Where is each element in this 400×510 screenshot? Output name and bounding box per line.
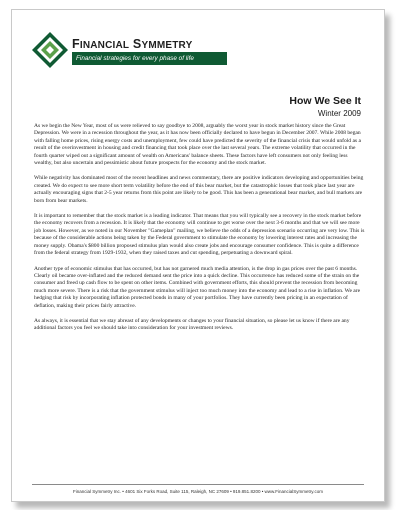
brand-name: FINANCIAL SYMMETRY [72,37,193,51]
footer-contact: Financial Symmetry Inc. • 4601 Six Forks Road, Suite 115, Raleigh, NC 27609 • 919.851.8200 • www.FinancialSymmetry.com [73,489,323,494]
document-body [34,123,366,341]
tagline: Financial strategies for every phase of life [76,55,194,62]
diamond-logo-icon [30,30,70,70]
paragraph: While negativity has dominated most of the recent headlines and news commentary, there are positive indicators developing and opportunities being created. We do expect to see more short term volatility before the end of this bear market, but the catastrophic losses that took place last year are actually encouraging signs that 2-5 year returns from this point are likely to be good. This has been a generational bear market, and bull markets are born from bear markets. [34,175,364,204]
paragraph: As always, it is essential that we stay abreast of any developments or changes to your financial situation, so please let us know if there are any additional factors you feel we should take into consideration for your investment reviews. [34,317,350,332]
document-title: How We See It [289,95,361,107]
paragraph: Another type of economic stimulus that has occurred, but has not garnered much media attention, is the drop in gas prices over the past 6 months. Clearly oil became over-inflated and the reduced demand sent the price into a quick decline. This occurrence has reduced some of the strain on the consumer and freed up cash flow to be spent on other items. Combined with government efforts, this should prevent the recession from becoming much more severe. There is a risk that the government stimulus will inject too much money into the economy and lead to a rise in inflation. We are hedging that risk by incorporating inflation protected bonds in many of your portfolios. They have currently been pricing in an expectation of deflation, making their prices fairly attractive. [34,265,361,309]
paragraph: As we begin the New Year, most of us were relieved to say goodbye to 2008, arguably the worst year in stock market history since the Great Depression. We were in a recession throughout the year, as it has now been officially declared to have begun in December 2007. While 2008 began with falling home prices, rising energy costs and unemployment, few could have predicted the severity of the financial crisis that would unfold as a result of the overinvestment in housing and credit financing that took place over the last several years. The extreme volatility that occurred in the fourth quarter wiped out a significant amount of wealth on Americans' balance sheets. These factors have left consumers not only feeling less wealthy, but also uncertain and pessimistic about future prospects for the economy and the stock market. [34,123,361,167]
footer-divider [32,484,364,485]
document-page [11,9,385,502]
document-subtitle: Winter 2009 [317,109,361,118]
paragraph: It is important to remember that the stock market is a leading indicator. That means that you will typically see a recovery in the stock market before the economy recovers from a recession. It is likely that the economy will continue to get worse over the next 3-6 months and that we will see more job losses. However, as we noted in our November "Gameplan" mailing, we believe the odds of a depression scenario occurring are very low. This is because of the considerable actions being taken by the Federal government to stimulate the economy by lowering interest rates and increasing the money supply. Obama's $800 billion proposed stimulus plan would also create jobs and encourage consumer confidence. This is quite a difference from the federal strategy from 1929-1932, when they raised taxes and cut spending, perpetuating a downward spiral. [34,213,365,257]
